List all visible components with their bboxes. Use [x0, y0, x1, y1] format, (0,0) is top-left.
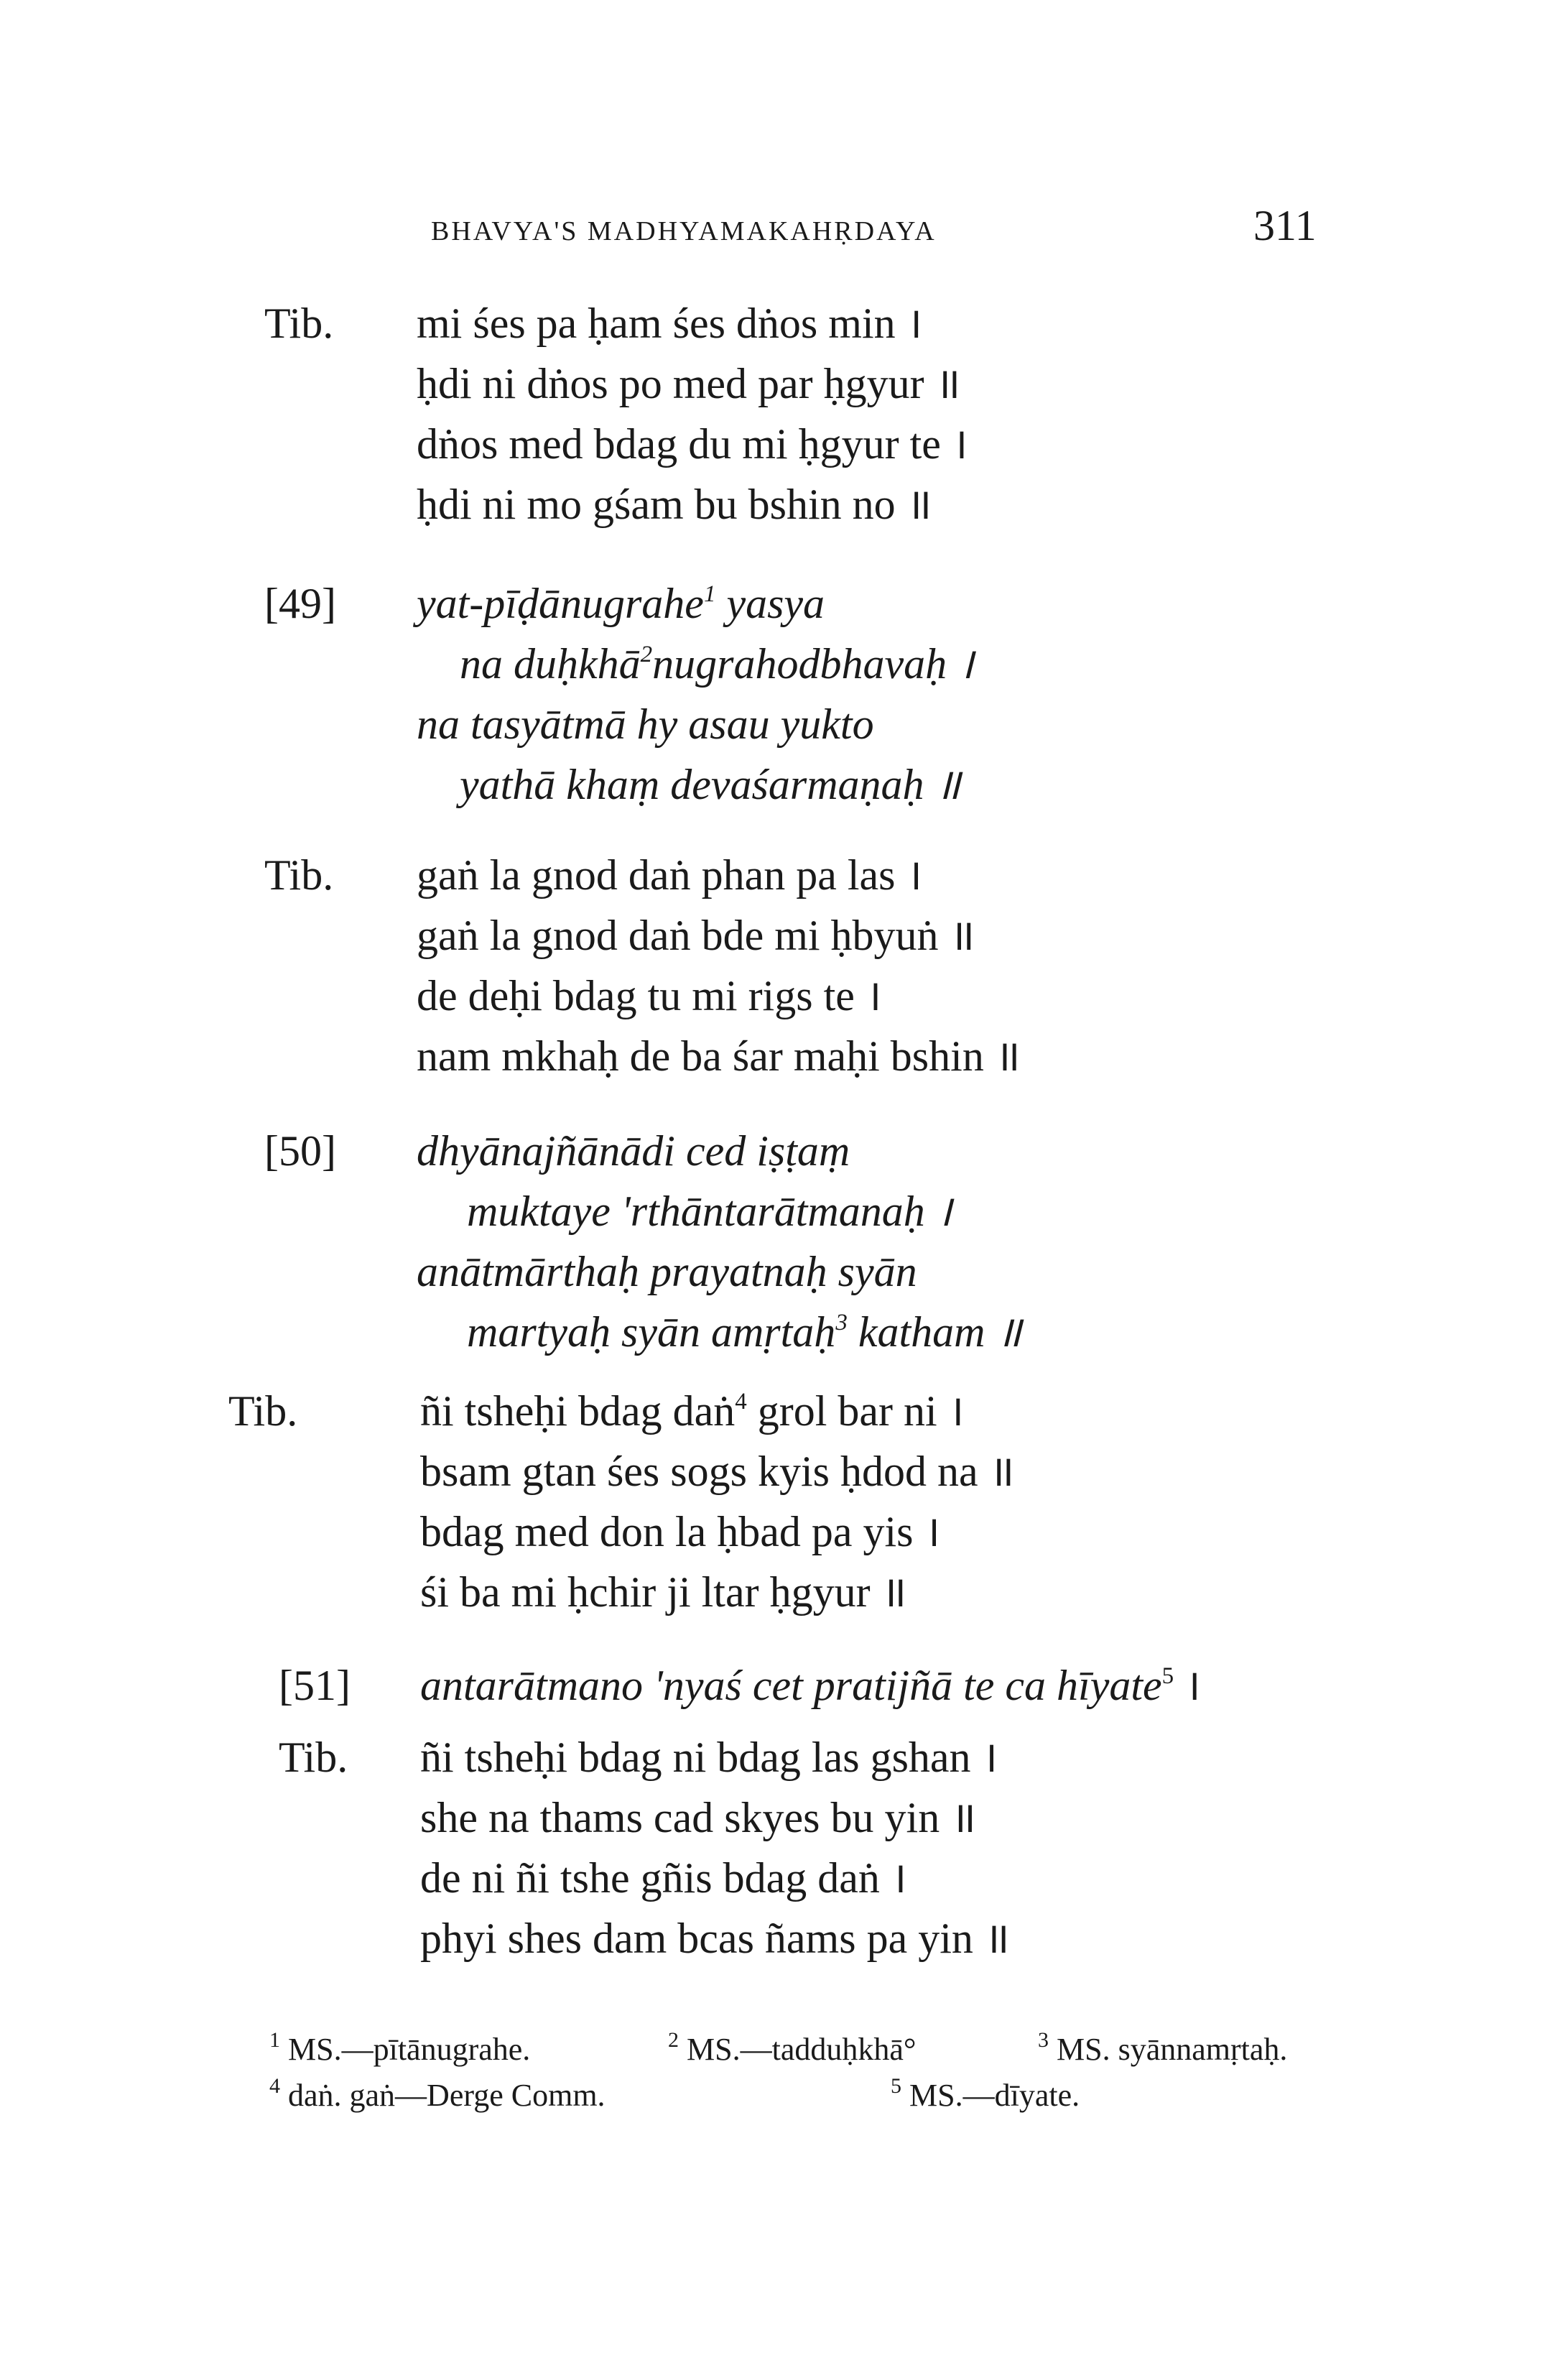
sanskrit-fragment: martyaḥ syān amṛtaḥ: [467, 1308, 836, 1356]
verse-label: Tib.: [228, 1387, 298, 1435]
sanskrit-line: [460, 635, 974, 693]
footnote-mark: 2: [640, 641, 653, 667]
footnote-number: 1: [269, 2028, 280, 2052]
sanskrit-line: na tasyātmā hy asau yukto: [417, 700, 874, 748]
tibetan-line: nam mkhaḥ de ba śar maḥi bshin ॥: [417, 1032, 1021, 1080]
sanskrit-line: muktaye 'rthāntarātmanaḥ ।: [467, 1188, 952, 1235]
footnote-text: MS.—pītānugrahe.: [288, 2032, 531, 2067]
footnote: [269, 2066, 606, 2116]
footnote: [269, 2020, 530, 2070]
verse-label: Tib.: [264, 851, 334, 899]
verse-number: [50]: [264, 1127, 336, 1175]
tibetan-line: ñi tsheḥi bdag ni bdag las gshan ।: [420, 1734, 998, 1781]
running-head: BHAVYA'S MADHYAMAKAHṚDAYA: [431, 216, 937, 246]
verse-label: Tib.: [264, 300, 334, 347]
tibetan-line: dṅos med bdag du mi ḥgyur te ।: [417, 420, 968, 468]
tibetan-line: gaṅ la gnod daṅ bde mi ḥbyuṅ ॥: [417, 912, 975, 959]
footnote: [891, 2066, 1080, 2116]
tibetan-line: ḥdi ni dṅos po med par ḥgyur ॥: [417, 360, 961, 407]
tibetan-line: [420, 1382, 964, 1440]
footnote-mark: 5: [1161, 1662, 1174, 1689]
footnote-text: MS.—dīyate.: [909, 2078, 1080, 2113]
sanskrit-fragment: nugrahodbhavaḥ ।: [652, 640, 974, 688]
footnote: [1038, 2020, 1287, 2070]
tibetan-line: de ni ñi tshe gñis bdag daṅ ।: [420, 1854, 907, 1902]
footnote: [668, 2020, 916, 2070]
tibetan-line: de deḥi bdag tu mi rigs te ।: [417, 972, 882, 1019]
footnote-text: daṅ. gaṅ—Derge Comm.: [288, 2078, 606, 2113]
sanskrit-fragment: yasya: [726, 580, 825, 627]
footnote-number: 4: [269, 2074, 280, 2098]
tibetan-line: gaṅ la gnod daṅ phan pa las ।: [417, 851, 923, 899]
sanskrit-line: dhyānajñānādi ced iṣṭaṃ: [417, 1127, 850, 1175]
sanskrit-line: anātmārthaḥ prayatnaḥ syān: [417, 1248, 917, 1295]
footnote-mark: 3: [835, 1309, 848, 1336]
tibetan-fragment: ñi tsheḥi bdag daṅ: [420, 1387, 736, 1435]
tibetan-line: bdag med don la ḥbad pa yis ।: [420, 1508, 941, 1555]
verse-label: Tib.: [279, 1734, 348, 1781]
tibetan-line: śi ba mi ḥchir ji ltar ḥgyur ॥: [420, 1568, 907, 1616]
tibetan-fragment: grol bar ni ।: [757, 1387, 965, 1435]
sanskrit-line: [467, 1303, 1021, 1361]
tibetan-line: bsam gtan śes sogs kyis ḥdod na ॥: [420, 1448, 1015, 1495]
footnote-text: MS.—tadduḥkhā°: [687, 2032, 917, 2067]
sanskrit-line: [420, 1657, 1201, 1714]
sanskrit-fragment: yat-pīḍānugrahe: [417, 580, 704, 627]
footnote-mark: 1: [703, 580, 716, 607]
footnote-number: 2: [668, 2028, 679, 2052]
footnote-mark: 4: [735, 1388, 747, 1415]
footnote-number: 3: [1038, 2028, 1049, 2052]
tibetan-line: mi śes pa ḥam śes dṅos min ।: [417, 300, 923, 347]
tibetan-line: ḥdi ni mo gśam bu bshin no ॥: [417, 481, 932, 528]
sanskrit-fragment: antarātmano 'nyaś cet pratijñā te ca hīyate: [420, 1662, 1162, 1709]
verse-number: [51]: [279, 1662, 351, 1709]
footnote-number: 5: [891, 2074, 901, 2098]
sanskrit-fragment: ।: [1184, 1662, 1201, 1709]
sanskrit-fragment: katham ॥: [858, 1308, 1022, 1356]
tibetan-line: she na thams cad skyes bu yin ॥: [420, 1794, 977, 1841]
tibetan-line: phyi shes dam bcas ñams pa yin ॥: [420, 1915, 1010, 1962]
page-number: 311: [1253, 202, 1317, 249]
sanskrit-line: yathā khaṃ devaśarmaṇaḥ ॥: [460, 761, 961, 808]
sanskrit-fragment: na duḥkhā: [460, 640, 641, 688]
footnote-text: MS. syānnamṛtaḥ.: [1057, 2032, 1288, 2067]
verse-number: [49]: [264, 580, 336, 627]
sanskrit-line: [417, 575, 825, 632]
